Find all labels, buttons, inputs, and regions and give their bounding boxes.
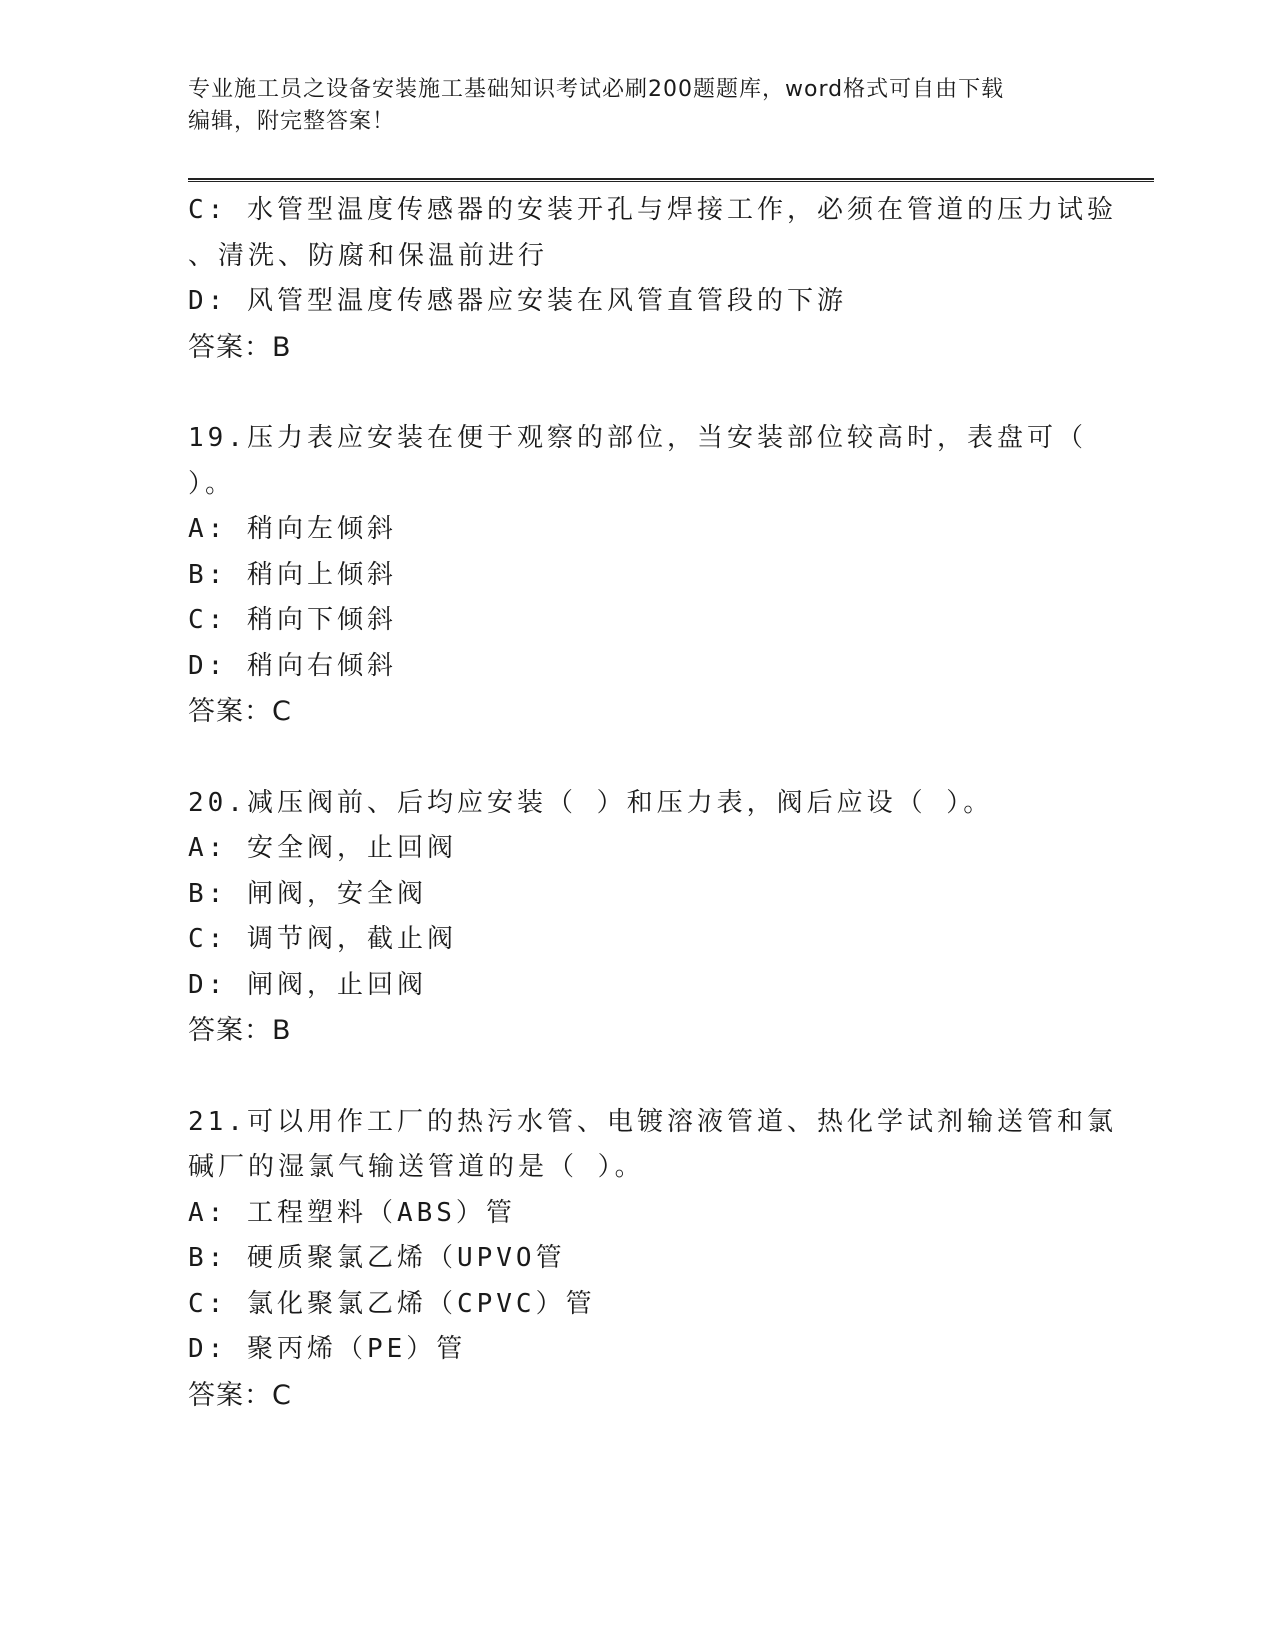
question-list	[188, 188, 1118, 1418]
header-divider	[188, 178, 1154, 182]
option-d: D: 聚丙烯（PE）管	[188, 1334, 467, 1364]
option-d: D: 稍向右倾斜	[188, 650, 397, 681]
answer: 答案：C	[188, 696, 292, 727]
option-c: C: 调节阀，截止阀	[188, 924, 457, 954]
question-stem-line-1: 20.减压阀前、后均应安装（ ）和压力表，阀后应设（ ）。	[188, 787, 994, 818]
answer: 答案：C	[188, 1379, 292, 1411]
spacer	[188, 370, 1118, 416]
answer: 答案：B	[188, 1015, 292, 1046]
option-b: B: 硬质聚氯乙烯（UPVO管	[188, 1243, 566, 1273]
question-18	[188, 188, 1118, 370]
spacer	[188, 1054, 1118, 1100]
question-stem-line-1: 19.压力表应安装在便于观察的部位，当安装部位较高时，表盘可（	[188, 423, 1087, 453]
question-stem-line-2: 碱厂的湿氯气输送管道的是（ ）。	[188, 1152, 645, 1182]
header-title-line-2: 编辑，附完整答案！	[188, 109, 396, 134]
option-b: B: 闸阀，安全阀	[188, 878, 427, 909]
option-a: A: 工程塑料（ABS）管	[188, 1197, 516, 1228]
question-stem-line-2: ）。	[188, 468, 236, 499]
option-c-line-1: C: 水管型温度传感器的安装开孔与焊接工作，必须在管道的压力试验	[188, 195, 1117, 225]
option-c: C: 稍向下倾斜	[188, 605, 397, 635]
option-d: D: 风管型温度传感器应安装在风管直管段的下游	[188, 286, 847, 316]
answer: 答案：B	[188, 331, 292, 363]
spacer	[188, 735, 1118, 781]
question-19	[188, 416, 1118, 735]
page-header	[188, 74, 1088, 138]
question-20	[188, 781, 1118, 1054]
option-c-line-2: 、清洗、防腐和保温前进行	[188, 240, 549, 271]
option-c: C: 氯化聚氯乙烯（CPVC）管	[188, 1288, 596, 1319]
option-b: B: 稍向上倾斜	[188, 559, 397, 590]
option-a: A: 安全阀，止回阀	[188, 833, 457, 863]
option-d: D: 闸阀，止回阀	[188, 969, 427, 1000]
question-stem-line-1: 21.可以用作工厂的热污水管、电镀溶液管道、热化学试剂输送管和氯	[188, 1106, 1117, 1137]
question-21	[188, 1100, 1118, 1419]
option-a: A: 稍向左倾斜	[188, 514, 397, 544]
header-title-line-1: 专业施工员之设备安装施工基础知识考试必刷200题题库，word格式可自由下载	[188, 77, 1005, 102]
